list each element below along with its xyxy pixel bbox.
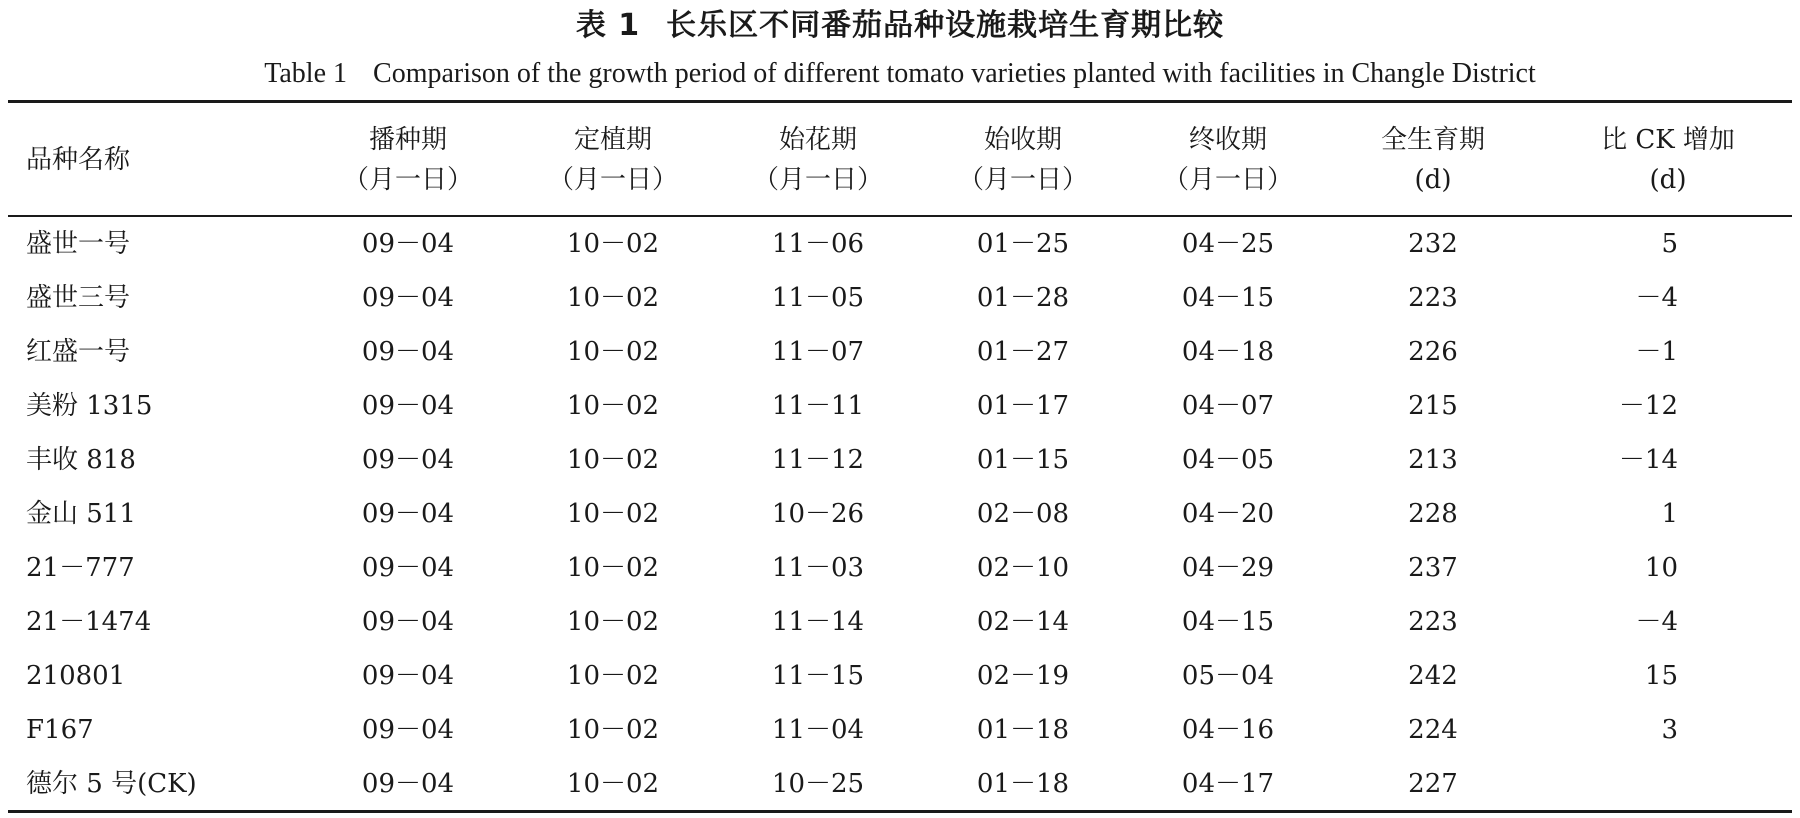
table-row [8, 325, 1792, 379]
cell-planting: 10－02 [566, 607, 660, 637]
cell-sowing: 09－04 [361, 661, 455, 691]
cell-increase: －4 [1635, 283, 1678, 313]
cell-variety: 21－777 [26, 553, 135, 583]
cell-variety: 210801 [26, 661, 126, 691]
table-caption-english [0, 52, 1800, 96]
cell-first-harvest: 01－18 [976, 715, 1070, 745]
cell-final-harvest: 04－07 [1181, 391, 1275, 421]
table-title-chinese: 长乐区不同番茄品种设施栽培生育期比较 [666, 8, 1225, 43]
cell-flowering: 11－15 [771, 661, 865, 691]
cell-planting: 10－02 [566, 337, 660, 367]
cell-growth-period: 232 [1408, 229, 1458, 259]
cell-planting: 10－02 [566, 553, 660, 583]
cell-increase: －12 [1618, 391, 1678, 421]
cell-final-harvest: 04－20 [1181, 499, 1275, 529]
cell-growth-period: 223 [1408, 607, 1458, 637]
header-increase-vs-ck: 比 CK 增加 (d) [1601, 125, 1735, 195]
cell-first-harvest: 02－19 [976, 661, 1070, 691]
cell-first-harvest: 01－17 [976, 391, 1070, 421]
cell-first-harvest: 01－27 [976, 337, 1070, 367]
header-first-harvest-date: 始收期 （月一日） [957, 125, 1088, 195]
table-label-english: Table 1 [264, 58, 348, 89]
cell-growth-period: 215 [1408, 391, 1458, 421]
cell-final-harvest: 04－15 [1181, 607, 1275, 637]
cell-flowering: 10－25 [771, 769, 865, 799]
table-row [8, 217, 1792, 271]
cell-growth-period: 213 [1408, 445, 1458, 475]
table-row [8, 541, 1792, 595]
cell-flowering: 11－05 [771, 283, 865, 313]
cell-flowering: 10－26 [771, 499, 865, 529]
cell-sowing: 09－04 [361, 445, 455, 475]
cell-final-harvest: 05－04 [1181, 661, 1275, 691]
cell-first-harvest: 02－14 [976, 607, 1070, 637]
cell-first-harvest: 01－28 [976, 283, 1070, 313]
cell-sowing: 09－04 [361, 607, 455, 637]
cell-first-harvest: 01－25 [976, 229, 1070, 259]
cell-increase: 1 [1661, 499, 1678, 529]
header-first-flowering-date: 始花期 （月一日） [752, 125, 883, 195]
cell-variety: 丰收 818 [26, 445, 136, 475]
cell-variety: 盛世三号 [26, 283, 131, 313]
table-row [8, 757, 1792, 811]
cell-growth-period: 223 [1408, 283, 1458, 313]
cell-flowering: 11－14 [771, 607, 865, 637]
cell-first-harvest: 01－18 [976, 769, 1070, 799]
table-row [8, 379, 1792, 433]
cell-flowering: 11－11 [771, 391, 865, 421]
table-header [8, 106, 1792, 214]
cell-planting: 10－02 [566, 499, 660, 529]
cell-growth-period: 224 [1408, 715, 1458, 745]
header-planting-date: 定植期 （月一日） [547, 125, 678, 195]
table-bottom-rule [8, 810, 1792, 813]
cell-increase: －4 [1635, 607, 1678, 637]
table-row [8, 271, 1792, 325]
cell-planting: 10－02 [566, 769, 660, 799]
table-title-english: Comparison of the growth period of different tomato varieties planted with facilities in Changle District [373, 58, 1536, 89]
cell-final-harvest: 04－16 [1181, 715, 1275, 745]
header-variety-name: 品种名称 [26, 145, 131, 175]
cell-final-harvest: 04－18 [1181, 337, 1275, 367]
cell-variety: 21－1474 [26, 607, 152, 637]
header-final-harvest-date: 终收期 （月一日） [1162, 125, 1293, 195]
cell-planting: 10－02 [566, 445, 660, 475]
cell-sowing: 09－04 [361, 337, 455, 367]
header-sowing-date: 播种期 （月一日） [342, 125, 473, 195]
cell-planting: 10－02 [566, 229, 660, 259]
cell-variety: 美粉 1315 [26, 391, 153, 421]
table-top-rule [8, 100, 1792, 103]
cell-flowering: 11－03 [771, 553, 865, 583]
cell-flowering: 11－07 [771, 337, 865, 367]
cell-increase: －14 [1618, 445, 1678, 475]
cell-variety: 盛世一号 [26, 229, 131, 259]
cell-increase: 5 [1661, 229, 1678, 259]
cell-variety: 金山 511 [26, 499, 136, 529]
cell-final-harvest: 04－29 [1181, 553, 1275, 583]
table-row [8, 703, 1792, 757]
table-row [8, 433, 1792, 487]
cell-flowering: 11－04 [771, 715, 865, 745]
cell-planting: 10－02 [566, 661, 660, 691]
cell-final-harvest: 04－25 [1181, 229, 1275, 259]
cell-increase: 10 [1644, 553, 1678, 583]
cell-planting: 10－02 [566, 391, 660, 421]
cell-first-harvest: 02－08 [976, 499, 1070, 529]
cell-flowering: 11－12 [771, 445, 865, 475]
cell-sowing: 09－04 [361, 553, 455, 583]
header-growth-period: 全生育期 (d) [1380, 125, 1485, 195]
cell-sowing: 09－04 [361, 499, 455, 529]
table-label-chinese: 表 1 [575, 8, 641, 43]
cell-sowing: 09－04 [361, 391, 455, 421]
cell-growth-period: 226 [1408, 337, 1458, 367]
table-row [8, 649, 1792, 703]
cell-sowing: 09－04 [361, 229, 455, 259]
cell-final-harvest: 04－15 [1181, 283, 1275, 313]
cell-flowering: 11－06 [771, 229, 865, 259]
cell-sowing: 09－04 [361, 769, 455, 799]
cell-first-harvest: 01－15 [976, 445, 1070, 475]
cell-increase [1548, 757, 1678, 811]
cell-growth-period: 227 [1408, 769, 1458, 799]
cell-variety: 德尔 5 号(CK) [26, 769, 197, 799]
cell-growth-period: 228 [1408, 499, 1458, 529]
cell-sowing: 09－04 [361, 715, 455, 745]
cell-first-harvest: 02－10 [976, 553, 1070, 583]
cell-variety: F167 [26, 715, 94, 745]
cell-final-harvest: 04－17 [1181, 769, 1275, 799]
cell-final-harvest: 04－05 [1181, 445, 1275, 475]
cell-increase: －1 [1635, 337, 1678, 367]
table-row [8, 595, 1792, 649]
cell-variety: 红盛一号 [26, 337, 131, 367]
cell-planting: 10－02 [566, 283, 660, 313]
cell-growth-period: 237 [1408, 553, 1458, 583]
table-row [8, 487, 1792, 541]
cell-sowing: 09－04 [361, 283, 455, 313]
cell-planting: 10－02 [566, 715, 660, 745]
cell-growth-period: 242 [1408, 661, 1458, 691]
table-caption-chinese [0, 2, 1800, 50]
cell-increase: 15 [1644, 661, 1678, 691]
cell-increase: 3 [1661, 715, 1678, 745]
